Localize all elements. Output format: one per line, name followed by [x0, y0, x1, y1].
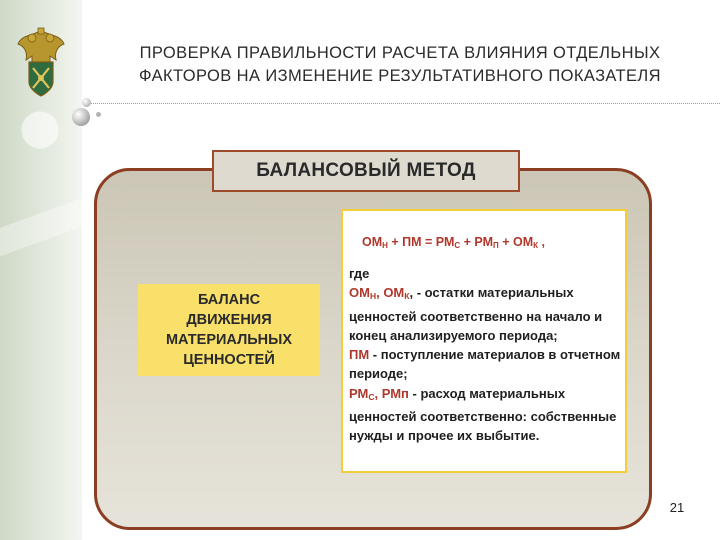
desc-pm-paragraph	[349, 345, 623, 384]
desc-om-sub-start: Н	[369, 291, 377, 302]
formula-rm-sub-other: П	[493, 241, 499, 250]
formula-om-sub-end: К	[533, 241, 539, 250]
balance-line-2: ДВИЖЕНИЯ	[186, 312, 272, 328]
desc-rm-sep: , РМп	[374, 385, 409, 401]
desc-om-sep: , ОМ	[376, 285, 405, 301]
desc-om: ОМ	[349, 285, 370, 301]
header-divider	[86, 103, 720, 104]
desc-where: где	[349, 266, 370, 281]
desc-pm: ПМ	[349, 347, 370, 363]
method-title: БАЛАНСОВЫЙ МЕТОД	[212, 150, 520, 192]
balance-line-4: ЦЕННОСТЕЙ	[183, 352, 275, 368]
balance-box	[138, 284, 320, 376]
desc-om-paragraph	[349, 283, 623, 345]
balance-line-3: МАТЕРИАЛЬНЫХ	[165, 332, 293, 348]
page-number: 21	[669, 500, 685, 515]
formula-om: ОМ	[362, 235, 383, 249]
formula-plus2: + ОМ	[498, 235, 534, 249]
desc-pm-text: - поступление материалов в отчетном периоде;	[349, 347, 621, 382]
desc-om-text: , - остатки материальных ценностей соответственно на начало и конец анализируемого периода;	[349, 285, 603, 343]
desc-rm-paragraph	[349, 384, 623, 446]
formula-description	[349, 264, 623, 446]
balance-formula	[362, 235, 620, 250]
decorative-ball-small	[82, 98, 91, 107]
formula-om-sub-start: Н	[382, 241, 388, 250]
desc-rm: РМ	[349, 385, 369, 401]
decorative-ball-tiny	[96, 112, 101, 117]
coat-of-arms-icon	[14, 26, 68, 98]
page-title	[100, 42, 700, 88]
desc-rm-sub-own: С	[368, 391, 375, 402]
formula-eq: + ПМ = РМ	[387, 235, 455, 249]
decorative-ball-large	[72, 108, 90, 126]
formula-plus: + РМ	[460, 235, 494, 249]
title-line-2: ФАКТОРОВ НА ИЗМЕНЕНИЕ РЕЗУЛЬТАТИВНОГО ПОКАЗАТЕЛЯ	[139, 67, 661, 85]
desc-om-sub-end: К	[404, 291, 410, 302]
desc-rm-text: - расход материальных ценностей соответственно: собственные нужды и прочее их выбытие.	[349, 385, 617, 444]
formula-rm-sub-own: С	[454, 241, 461, 250]
balance-line-1: БАЛАНС	[197, 292, 261, 308]
title-line-1: ПРОВЕРКА ПРАВИЛЬНОСТИ РАСЧЕТА ВЛИЯНИЯ ОТДЕЛЬНЫХ	[139, 44, 661, 62]
formula-tail: ,	[538, 235, 546, 249]
